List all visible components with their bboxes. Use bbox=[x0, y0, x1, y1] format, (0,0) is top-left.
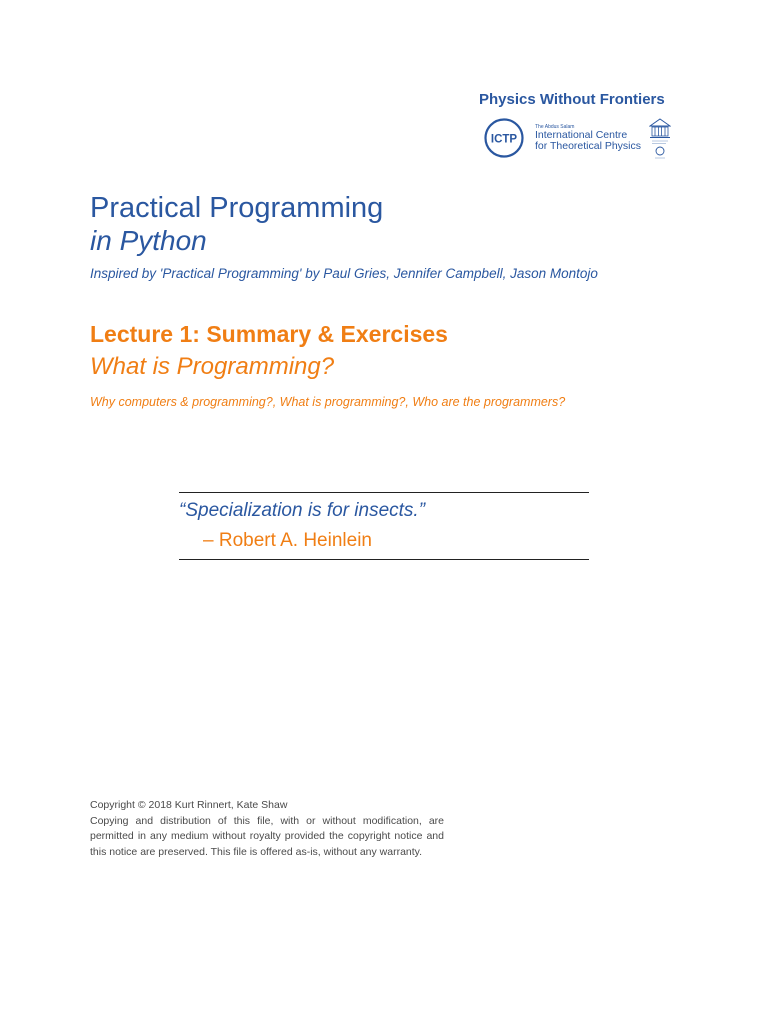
quote-text: “Specialization is for insects.” bbox=[179, 500, 426, 521]
ictp-logo bbox=[484, 118, 674, 162]
org-tagline: Physics Without Frontiers bbox=[479, 91, 665, 108]
course-subtitle: in Python bbox=[90, 225, 207, 256]
lecture-title: Lecture 1: Summary & Exercises bbox=[90, 321, 448, 347]
lecture-topics: Why computers & programming?, What is programming?, Who are the programmers? bbox=[90, 395, 566, 409]
ictp-name-line2: for Theoretical Physics bbox=[535, 140, 642, 152]
quote-author: – Robert A. Heinlein bbox=[203, 530, 372, 551]
copyright-line: Copyright © 2018 Kurt Rinnert, Kate Shaw bbox=[90, 799, 288, 811]
ictp-name bbox=[535, 124, 641, 152]
quote-bottom-rule bbox=[179, 559, 589, 560]
copyright-notice bbox=[90, 798, 444, 861]
ictp-small-text: The Abdus Salam bbox=[535, 124, 575, 130]
unesco-emblem-icon bbox=[649, 118, 671, 162]
license-text: Copying and distribution of this file, with or without modification, are permitted in any medium without royalty provided the copyright notice and this notice are preserved. This file is offered as-is, without any warranty. bbox=[90, 814, 444, 859]
inspired-by-credit: Inspired by 'Practical Programming' by Paul Gries, Jennifer Campbell, Jason Montojo bbox=[90, 266, 598, 281]
ictp-name-line1: International Centre bbox=[535, 129, 628, 141]
lecture-subtitle: What is Programming? bbox=[90, 353, 335, 380]
course-title: Practical Programming bbox=[90, 192, 384, 224]
quote-top-rule bbox=[179, 492, 589, 493]
ictp-mark-icon bbox=[484, 118, 524, 158]
ictp-mark-text: ICTP bbox=[490, 133, 518, 146]
